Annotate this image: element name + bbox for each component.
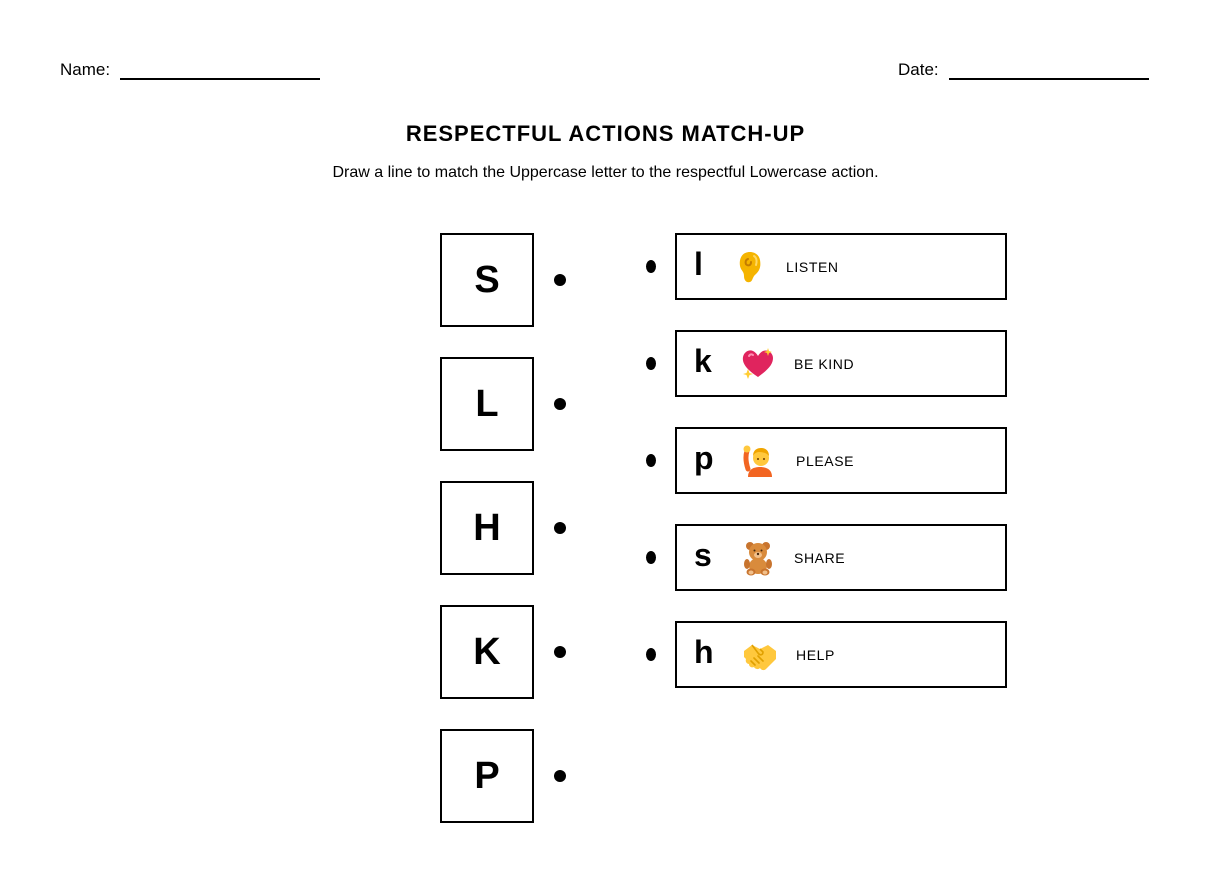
lowercase-letter: p bbox=[694, 440, 714, 476]
lowercase-letter: s bbox=[694, 537, 712, 573]
uppercase-match-dot-3[interactable] bbox=[554, 522, 566, 534]
uppercase-box-2: L bbox=[440, 357, 534, 451]
action-label: LISTEN bbox=[786, 259, 839, 275]
action-match-dot-3[interactable] bbox=[646, 454, 656, 467]
teddy-bear-icon bbox=[740, 540, 776, 576]
uppercase-box-5: P bbox=[440, 729, 534, 823]
action-box-share bbox=[675, 524, 1007, 591]
uppercase-match-dot-2[interactable] bbox=[554, 398, 566, 410]
raising-hand-icon bbox=[742, 443, 778, 479]
action-match-dot-2[interactable] bbox=[646, 357, 656, 370]
name-label: Name: bbox=[60, 60, 111, 79]
action-match-dot-5[interactable] bbox=[646, 648, 656, 661]
uppercase-box-3: H bbox=[440, 481, 534, 575]
sparkling-heart-icon bbox=[740, 346, 776, 382]
uppercase-match-dot-5[interactable] bbox=[554, 770, 566, 782]
lowercase-letter: h bbox=[694, 634, 714, 670]
action-label: BE KIND bbox=[794, 356, 855, 372]
action-box-please bbox=[675, 427, 1007, 494]
action-box-help bbox=[675, 621, 1007, 688]
name-blank-line[interactable] bbox=[120, 64, 320, 80]
action-label: PLEASE bbox=[796, 453, 855, 469]
worksheet-title: RESPECTFUL ACTIONS MATCH-UP bbox=[405, 121, 806, 146]
date-blank-line[interactable] bbox=[949, 64, 1149, 80]
name-field[interactable] bbox=[60, 60, 320, 80]
action-label: HELP bbox=[796, 647, 835, 663]
action-box-listen bbox=[675, 233, 1007, 300]
ear-icon bbox=[732, 249, 768, 285]
date-label: Date: bbox=[898, 60, 939, 79]
uppercase-match-dot-4[interactable] bbox=[554, 646, 566, 658]
uppercase-box-1: S bbox=[440, 233, 534, 327]
uppercase-box-4: K bbox=[440, 605, 534, 699]
handshake-icon bbox=[742, 637, 778, 673]
instructions-text: Draw a line to match the Uppercase letter to the respectful Lowercase action. bbox=[332, 164, 879, 181]
uppercase-match-dot-1[interactable] bbox=[554, 274, 566, 286]
action-match-dot-4[interactable] bbox=[646, 551, 656, 564]
action-match-dot-1[interactable] bbox=[646, 260, 656, 273]
date-field[interactable] bbox=[898, 60, 1149, 80]
action-label: SHARE bbox=[794, 550, 846, 566]
action-box-be-kind bbox=[675, 330, 1007, 397]
lowercase-letter: l bbox=[694, 246, 703, 282]
lowercase-letter: k bbox=[694, 343, 712, 379]
